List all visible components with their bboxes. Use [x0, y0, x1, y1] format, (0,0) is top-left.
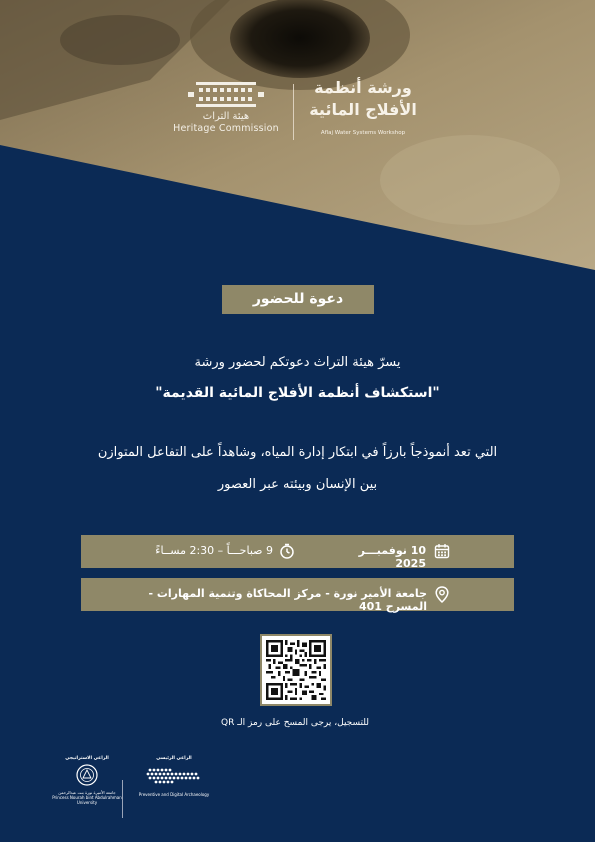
hero-photo [0, 0, 595, 290]
strategic-patron-name-en: Princess Nourah bint Abdulrahman University [52, 795, 122, 805]
workshop-title-line2: الأفلاج المائية [309, 100, 417, 119]
description-line1: التي تعد أنموذجاً بارزاً في ابتكار إدارة المياه، وشاهداً على التفاعل المتوازن [97, 445, 498, 460]
location-bar [81, 578, 514, 611]
header-divider [293, 84, 294, 140]
invitation-badge: دعوة للحضور [222, 285, 374, 314]
university-emblem-icon [76, 764, 98, 786]
heritage-emblem-icon [184, 80, 268, 110]
location-pin-icon [435, 586, 449, 603]
workshop-title-line1: ورشة أنظمة [314, 78, 412, 97]
qr-code-icon [266, 640, 326, 700]
description-line2: بين الإنسان وبيئته عبر العصور [217, 477, 378, 492]
workshop-title-en: Aflaj Water Systems Workshop [320, 130, 406, 136]
strategic-patron [52, 756, 122, 805]
event-time: 9 صباحـــاً – 2:30 مســاءً [155, 544, 273, 557]
qr-caption: للتسجيل، يرجى المسح على رمز الـ QR [221, 718, 369, 728]
datetime-bar [81, 535, 514, 568]
heritage-commission-logo [170, 80, 282, 142]
main-patron-name: Preventive and Digital Archaeology [138, 792, 210, 797]
archaeology-dots-icon [144, 764, 204, 788]
main-patron [128, 756, 220, 797]
registration-qr-code[interactable] [260, 634, 332, 706]
strategic-patron-label: الراعي الاستراتيجي [65, 756, 109, 761]
patron-divider [122, 780, 123, 818]
calendar-icon [434, 543, 450, 559]
heritage-name-ar: هيئة التراث [202, 111, 250, 122]
event-date: 10 نوفمبـــر 2025 [358, 544, 426, 570]
strategic-patron-name-ar: جامعة الأميرة نورة بنت عبدالرحمن [58, 790, 116, 795]
heritage-name-en: Heritage Commission [173, 123, 279, 134]
clock-icon [279, 543, 295, 559]
invitation-intro: يسرّ هيئة التراث دعوتكم لحضور ورشة [194, 355, 401, 370]
main-patron-label: الراعي الرئيسي [156, 756, 192, 761]
event-location: جامعة الأمير نورة - مركز المحاكاة وتنمية المهارات - المسرح 401 [148, 587, 427, 613]
workshop-full-title: "استكشاف أنظمة الأفلاج المائية القديمة" [155, 385, 440, 401]
